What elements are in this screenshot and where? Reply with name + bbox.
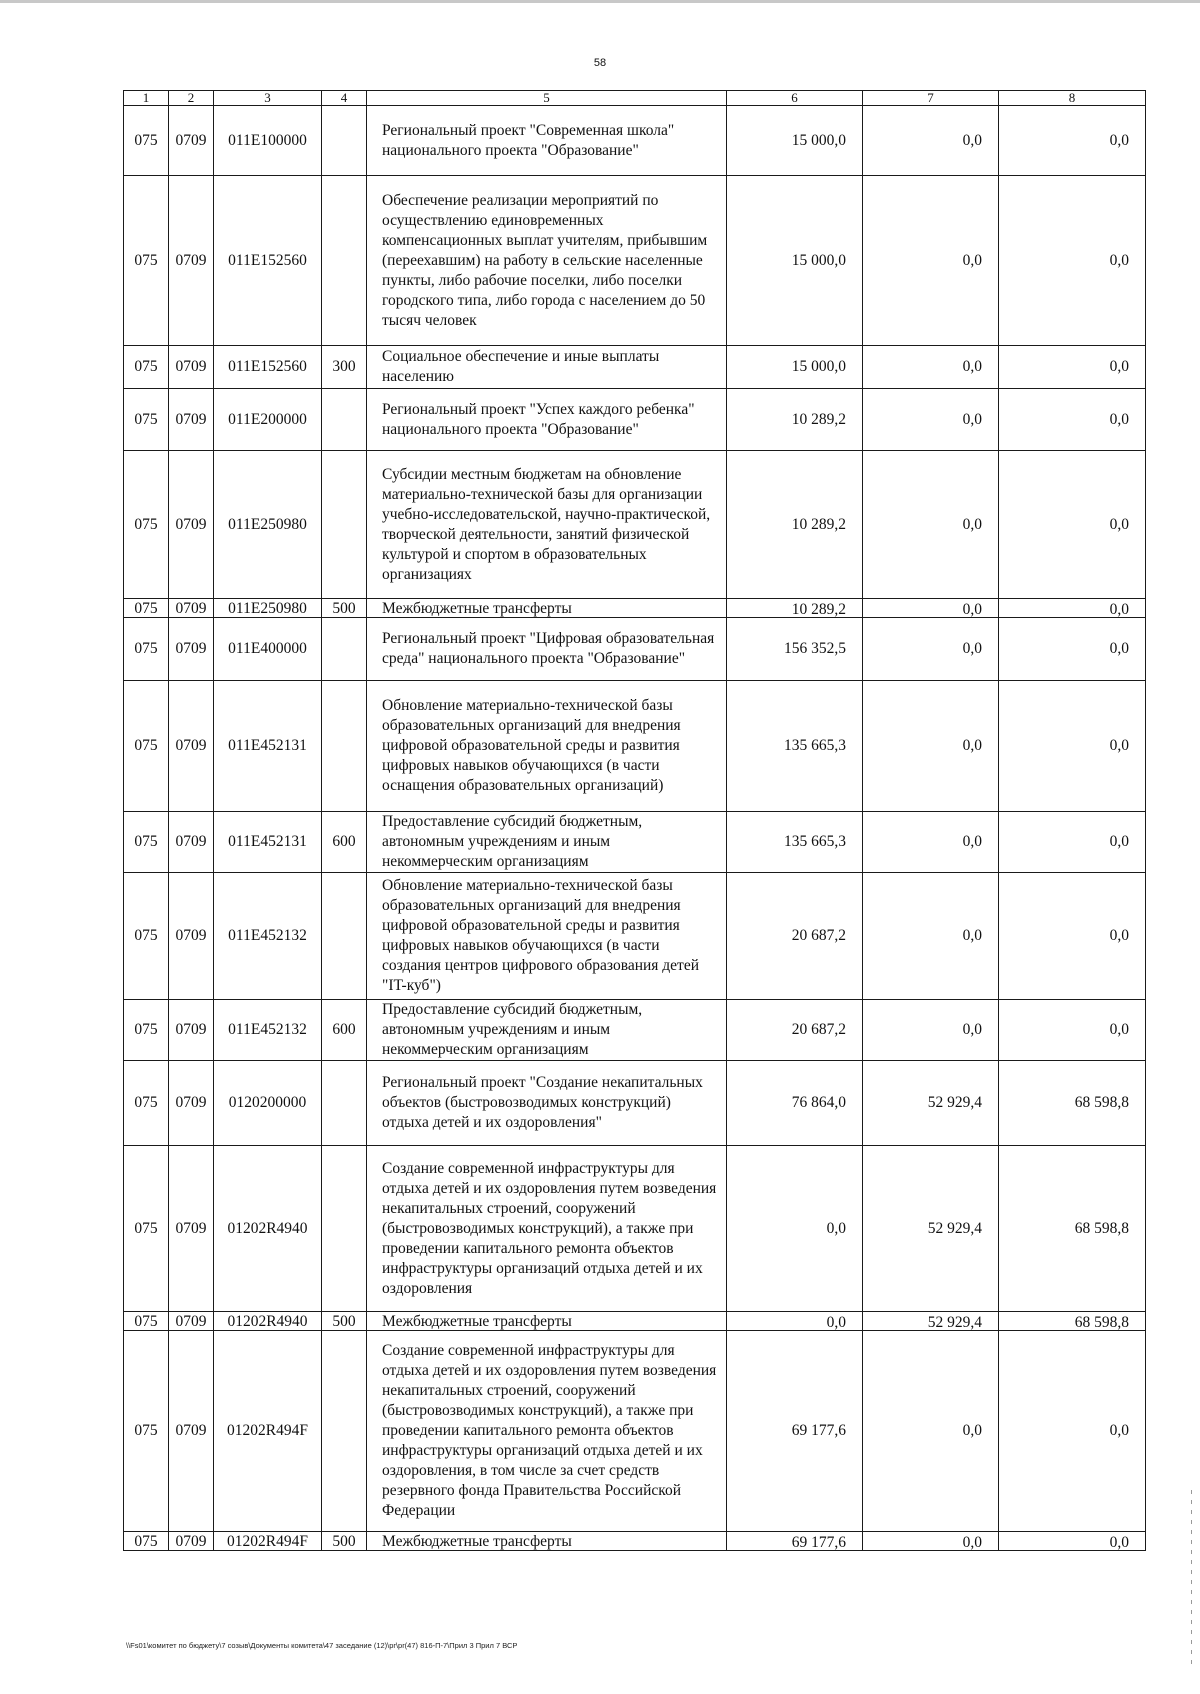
amount-col8-cell: 0,0 <box>999 1532 1146 1551</box>
code-expense-type-cell <box>322 1146 367 1312</box>
amount-col6-cell: 135 665,3 <box>727 681 863 812</box>
amount-col6-cell: 0,0 <box>727 1146 863 1312</box>
amount-col8-cell: 0,0 <box>999 599 1146 618</box>
item-name-cell: Создание современной инфраструктуры для отдыха детей и их оздоровления путем возведения некапитальных строений, сооружений (быстровозводимых конструкций), а также при проведении капитального ремонта объектов инфраструктуры организаций отдыха детей и их оздоровления <box>367 1146 727 1312</box>
amount-col7-cell: 0,0 <box>863 681 999 812</box>
amount-col8-cell: 0,0 <box>999 106 1146 176</box>
code-expense-type-cell <box>322 1331 367 1532</box>
column-header: 8 <box>999 91 1146 106</box>
amount-col8-cell: 0,0 <box>999 176 1146 346</box>
item-name-cell: Предоставление субсидий бюджетным, автономным учреждениям и иным некоммерческим организациям <box>367 1000 727 1061</box>
amount-col6-cell: 10 289,2 <box>727 389 863 451</box>
column-header: 1 <box>124 91 169 106</box>
header-row <box>124 91 1146 106</box>
table-row <box>124 812 1146 873</box>
amount-col8-cell: 0,0 <box>999 618 1146 681</box>
amount-col7-cell: 0,0 <box>863 599 999 618</box>
table-row <box>124 618 1146 681</box>
item-name-cell: Региональный проект "Создание некапитальных объектов (быстровозводимых конструкций) отдыха детей и их оздоровления" <box>367 1061 727 1146</box>
code-expense-type-cell: 600 <box>322 1000 367 1061</box>
code-target-cell: 011E152560 <box>214 176 322 346</box>
item-name-cell: Межбюджетные трансферты <box>367 1532 727 1551</box>
table-row <box>124 1312 1146 1331</box>
amount-col6-cell: 20 687,2 <box>727 873 863 1000</box>
column-header: 4 <box>322 91 367 106</box>
item-name-cell: Межбюджетные трансферты <box>367 599 727 618</box>
amount-col7-cell: 52 929,4 <box>863 1061 999 1146</box>
amount-col7-cell: 0,0 <box>863 1331 999 1532</box>
code-admin-cell: 075 <box>124 618 169 681</box>
code-target-cell: 01202R4940 <box>214 1312 322 1331</box>
amount-col7-cell: 0,0 <box>863 812 999 873</box>
code-target-cell: 011E152560 <box>214 346 322 389</box>
amount-col7-cell: 0,0 <box>863 1532 999 1551</box>
amount-col6-cell: 15 000,0 <box>727 106 863 176</box>
code-section-cell: 0709 <box>169 106 214 176</box>
amount-col7-cell: 0,0 <box>863 176 999 346</box>
code-admin-cell: 075 <box>124 1312 169 1331</box>
table-row <box>124 1061 1146 1146</box>
item-name-cell: Социальное обеспечение и иные выплаты населению <box>367 346 727 389</box>
amount-col7-cell: 0,0 <box>863 451 999 599</box>
code-admin-cell: 075 <box>124 346 169 389</box>
amount-col7-cell: 0,0 <box>863 1000 999 1061</box>
table-row <box>124 681 1146 812</box>
column-header: 3 <box>214 91 322 106</box>
amount-col8-cell: 0,0 <box>999 873 1146 1000</box>
item-name-cell: Обновление материально-технической базы образовательных организаций для внедрения цифровой образовательной среды и развития цифровых навыков обучающихся (в части оснащения образовательных организаций) <box>367 681 727 812</box>
table-row <box>124 451 1146 599</box>
code-target-cell: 01202R494F <box>214 1331 322 1532</box>
code-section-cell: 0709 <box>169 451 214 599</box>
amount-col7-cell: 0,0 <box>863 873 999 1000</box>
code-admin-cell: 075 <box>124 1532 169 1551</box>
code-expense-type-cell: 300 <box>322 346 367 389</box>
code-admin-cell: 075 <box>124 176 169 346</box>
amount-col7-cell: 0,0 <box>863 389 999 451</box>
code-admin-cell: 075 <box>124 1331 169 1532</box>
code-expense-type-cell <box>322 1061 367 1146</box>
code-expense-type-cell <box>322 873 367 1000</box>
amount-col8-cell: 0,0 <box>999 1000 1146 1061</box>
code-admin-cell: 075 <box>124 1000 169 1061</box>
code-section-cell: 0709 <box>169 618 214 681</box>
code-admin-cell: 075 <box>124 106 169 176</box>
amount-col7-cell: 0,0 <box>863 346 999 389</box>
code-expense-type-cell: 500 <box>322 1532 367 1551</box>
item-name-cell: Региональный проект "Современная школа" национального проекта "Образование" <box>367 106 727 176</box>
amount-col6-cell: 15 000,0 <box>727 346 863 389</box>
item-name-cell: Предоставление субсидий бюджетным, автономным учреждениям и иным некоммерческим организациям <box>367 812 727 873</box>
page-number: 58 <box>593 57 607 69</box>
code-section-cell: 0709 <box>169 1532 214 1551</box>
code-admin-cell: 075 <box>124 873 169 1000</box>
code-target-cell: 011E452131 <box>214 812 322 873</box>
amount-col8-cell: 68 598,8 <box>999 1061 1146 1146</box>
item-name-cell: Обновление материально-технической базы образовательных организаций для внедрения цифровой образовательной среды и развития цифровых навыков обучающихся (в части создания центров цифрового образования детей "IT-куб") <box>367 873 727 1000</box>
item-name-cell: Региональный проект "Успех каждого ребенка" национального проекта "Образование" <box>367 389 727 451</box>
table-row <box>124 1000 1146 1061</box>
table-row <box>124 106 1146 176</box>
code-admin-cell: 075 <box>124 1146 169 1312</box>
code-section-cell: 0709 <box>169 389 214 451</box>
scan-top-edge <box>0 0 1200 3</box>
amount-col6-cell: 76 864,0 <box>727 1061 863 1146</box>
column-header: 5 <box>367 91 727 106</box>
item-name-cell: Межбюджетные трансферты <box>367 1312 727 1331</box>
amount-col6-cell: 69 177,6 <box>727 1532 863 1551</box>
amount-col8-cell: 0,0 <box>999 681 1146 812</box>
amount-col7-cell: 52 929,4 <box>863 1146 999 1312</box>
code-section-cell: 0709 <box>169 1061 214 1146</box>
item-name-cell: Субсидии местным бюджетам на обновление материально-технической базы для организации учебно-исследовательской, научно-практической, творческой деятельности, занятий физической культурой и спортом в образовательных организациях <box>367 451 727 599</box>
file-path-footer: \\Fs01\комитет по бюджету\7 созыв\Документы комитета\47 заседание (12)\pr\pr(47) 816-П-7\Прил 3 Прил 7 ВСР <box>126 1641 518 1650</box>
amount-col7-cell: 0,0 <box>863 106 999 176</box>
amount-col8-cell: 68 598,8 <box>999 1146 1146 1312</box>
code-section-cell: 0709 <box>169 1331 214 1532</box>
amount-col7-cell: 52 929,4 <box>863 1312 999 1331</box>
table-row <box>124 389 1146 451</box>
column-header: 2 <box>169 91 214 106</box>
scan-artifact-edge <box>1191 1490 1192 1670</box>
code-section-cell: 0709 <box>169 1000 214 1061</box>
item-name-cell: Региональный проект "Цифровая образовательная среда" национального проекта "Образование" <box>367 618 727 681</box>
code-target-cell: 011E400000 <box>214 618 322 681</box>
amount-col8-cell: 0,0 <box>999 451 1146 599</box>
code-expense-type-cell <box>322 681 367 812</box>
code-expense-type-cell <box>322 106 367 176</box>
amount-col8-cell: 0,0 <box>999 1331 1146 1532</box>
item-name-cell: Создание современной инфраструктуры для отдыха детей и их оздоровления путем возведения некапитальных строений, сооружений (быстровозводимых конструкций), а также при проведении капитального ремонта объектов инфраструктуры организаций отдыха детей и их оздоровления, в том числе за счет средств резервного фонда Правительства Российской Федерации <box>367 1331 727 1532</box>
code-target-cell: 011E452132 <box>214 1000 322 1061</box>
amount-col6-cell: 0,0 <box>727 1312 863 1331</box>
amount-col7-cell: 0,0 <box>863 618 999 681</box>
code-section-cell: 0709 <box>169 681 214 812</box>
code-target-cell: 011E200000 <box>214 389 322 451</box>
code-expense-type-cell <box>322 176 367 346</box>
code-admin-cell: 075 <box>124 812 169 873</box>
code-section-cell: 0709 <box>169 599 214 618</box>
code-target-cell: 011E452131 <box>214 681 322 812</box>
amount-col6-cell: 10 289,2 <box>727 451 863 599</box>
code-expense-type-cell <box>322 451 367 599</box>
amount-col6-cell: 20 687,2 <box>727 1000 863 1061</box>
column-header: 7 <box>863 91 999 106</box>
amount-col6-cell: 15 000,0 <box>727 176 863 346</box>
code-admin-cell: 075 <box>124 1061 169 1146</box>
table-row <box>124 1331 1146 1532</box>
table-row <box>124 1146 1146 1312</box>
table-row <box>124 599 1146 618</box>
code-target-cell: 011E100000 <box>214 106 322 176</box>
code-target-cell: 011E250980 <box>214 599 322 618</box>
code-section-cell: 0709 <box>169 346 214 389</box>
code-section-cell: 0709 <box>169 176 214 346</box>
amount-col8-cell: 0,0 <box>999 812 1146 873</box>
code-section-cell: 0709 <box>169 1146 214 1312</box>
amount-col6-cell: 10 289,2 <box>727 599 863 618</box>
code-admin-cell: 075 <box>124 599 169 618</box>
code-expense-type-cell: 600 <box>322 812 367 873</box>
amount-col8-cell: 0,0 <box>999 346 1146 389</box>
code-target-cell: 01202R4940 <box>214 1146 322 1312</box>
table-row <box>124 873 1146 1000</box>
code-expense-type-cell: 500 <box>322 1312 367 1331</box>
table-body <box>124 106 1146 1551</box>
budget-table <box>123 90 1146 1551</box>
code-admin-cell: 075 <box>124 681 169 812</box>
code-admin-cell: 075 <box>124 389 169 451</box>
amount-col6-cell: 135 665,3 <box>727 812 863 873</box>
code-section-cell: 0709 <box>169 873 214 1000</box>
code-section-cell: 0709 <box>169 1312 214 1331</box>
code-target-cell: 0120200000 <box>214 1061 322 1146</box>
code-expense-type-cell <box>322 618 367 681</box>
table-row <box>124 346 1146 389</box>
table-row <box>124 176 1146 346</box>
column-header: 6 <box>727 91 863 106</box>
code-expense-type-cell <box>322 389 367 451</box>
code-target-cell: 011E250980 <box>214 451 322 599</box>
amount-col8-cell: 68 598,8 <box>999 1312 1146 1331</box>
code-expense-type-cell: 500 <box>322 599 367 618</box>
code-target-cell: 01202R494F <box>214 1532 322 1551</box>
code-section-cell: 0709 <box>169 812 214 873</box>
table-row <box>124 1532 1146 1551</box>
amount-col6-cell: 156 352,5 <box>727 618 863 681</box>
amount-col8-cell: 0,0 <box>999 389 1146 451</box>
code-admin-cell: 075 <box>124 451 169 599</box>
amount-col6-cell: 69 177,6 <box>727 1331 863 1532</box>
code-target-cell: 011E452132 <box>214 873 322 1000</box>
item-name-cell: Обеспечение реализации мероприятий по осуществлению единовременных компенсационных выплат учителям, прибывшим (переехавшим) на работу в сельские населенные пункты, либо рабочие поселки, либо поселки городского типа, либо города с населением до 50 тысяч человек <box>367 176 727 346</box>
